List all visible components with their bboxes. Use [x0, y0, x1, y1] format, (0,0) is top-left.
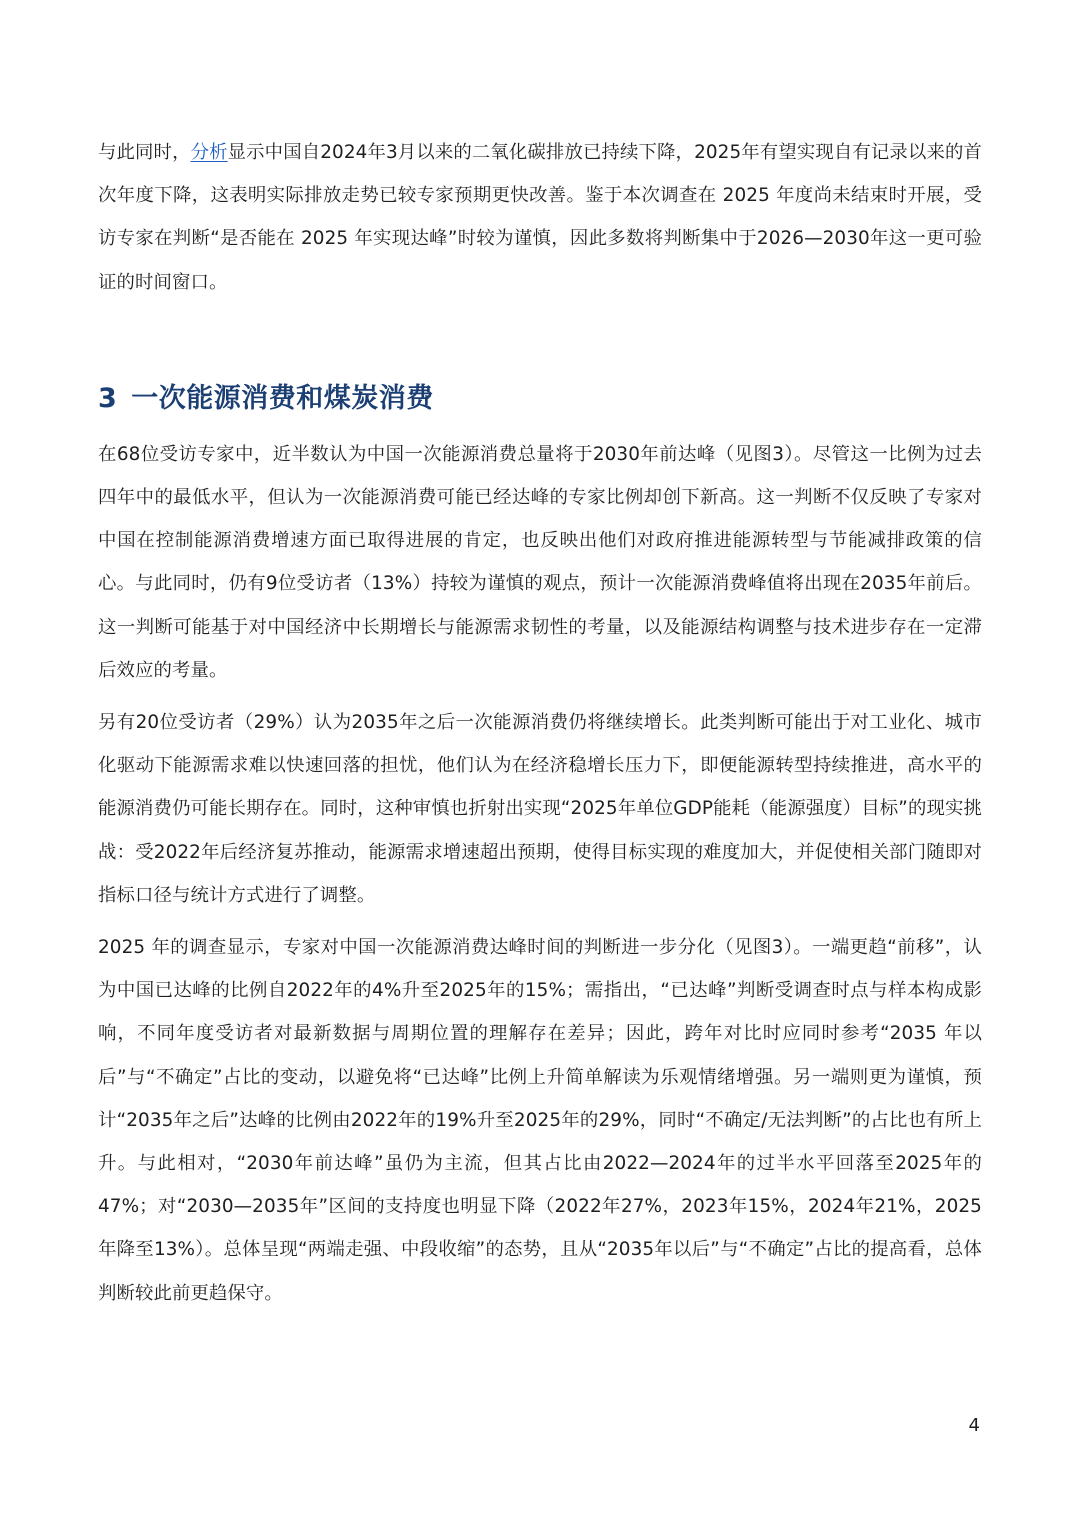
- section-number: 3: [98, 382, 118, 414]
- body-paragraph-2: 另有20位受访者（29%）认为2035年之后一次能源消费仍将继续增长。此类判断可能出于对工业化、城市化驱动下能源需求难以快速回落的担忧，他们认为在经济稳增长压力下，即便能源转型持续推进，高水平的能源消费仍可能长期存在。同时，这种审慎也折射出实现“2025年单位GDP能耗（能源强度）目标”的现实挑战：受2022年后经济复苏推动，能源需求增速超出预期，使得目标实现的难度加大，并促使相关部门随即对指标口径与统计方式进行了调整。: [98, 712, 982, 906]
- intro-text-after-link: 显示中国自2024年3月以来的二氧化碳排放已持续下降，2025年有望实现自有记录以来的首次年度下降，这表明实际排放走势已较专家预期更快改善。鉴于本次调查在 2025 年度尚未结束时开展，受访专家在判断“是否能在 2025 年实现达峰”时较为谨慎，因此多数将判断集中于2026—2030年这一更可验证的时间窗口。: [98, 142, 982, 293]
- intro-paragraph: [98, 131, 982, 304]
- analysis-link[interactable]: 分析: [190, 142, 228, 163]
- section-heading: [98, 376, 982, 422]
- page-content: [98, 131, 982, 1324]
- intro-text-before-link: 与此同时，: [98, 142, 191, 163]
- section-title: 一次能源消费和煤炭消费: [131, 382, 434, 414]
- page-number: 4: [968, 1415, 980, 1436]
- body-paragraph-1: 在68位受访专家中，近半数认为中国一次能源消费总量将于2030年前达峰（见图3）。尽管这一比例为过去四年中的最低水平，但认为一次能源消费可能已经达峰的专家比例却创下新高。这一判断不仅反映了专家对中国在控制能源消费增速方面已取得进展的肯定，也反映出他们对政府推进能源转型与节能减排政策的信心。与此同时，仍有9位受访者（13%）持较为谨慎的观点，预计一次能源消费峰值将出现在2035年前后。这一判断可能基于对中国经济中长期增长与能源需求韧性的考量，以及能源结构调整与技术进步存在一定滞后效应的考量。: [98, 443, 982, 681]
- body-paragraph-3: 2025 年的调查显示，专家对中国一次能源消费达峰时间的判断进一步分化（见图3）。一端更趋“前移”，认为中国已达峰的比例自2022年的4%升至2025年的15%；需指出，“已达峰”判断受调查时点与样本构成影响，不同年度受访者对最新数据与周期位置的理解存在差异；因此，跨年对比时应同时参考“2035 年以后”与“不确定”占比的变动，以避免将“已达峰”比例上升简单解读为乐观情绪增强。另一端则更为谨慎，预计“2035年之后”达峰的比例由2022年的19%升至2025年的29%，同时“不确定/无法判断”的占比也有所上升。与此相对，“2030年前达峰”虽仍为主流，但其占比由2022—2024年的过半水平回落至2025年的47%；对“2030—2035年”区间的支持度也明显下降（2022年27%，2023年15%，2024年21%，2025年降至13%）。总体呈现“两端走强、中段收缩”的态势，且从“2035年以后”与“不确定”占比的提高看，总体判断较此前更趋保守。: [98, 937, 982, 1304]
